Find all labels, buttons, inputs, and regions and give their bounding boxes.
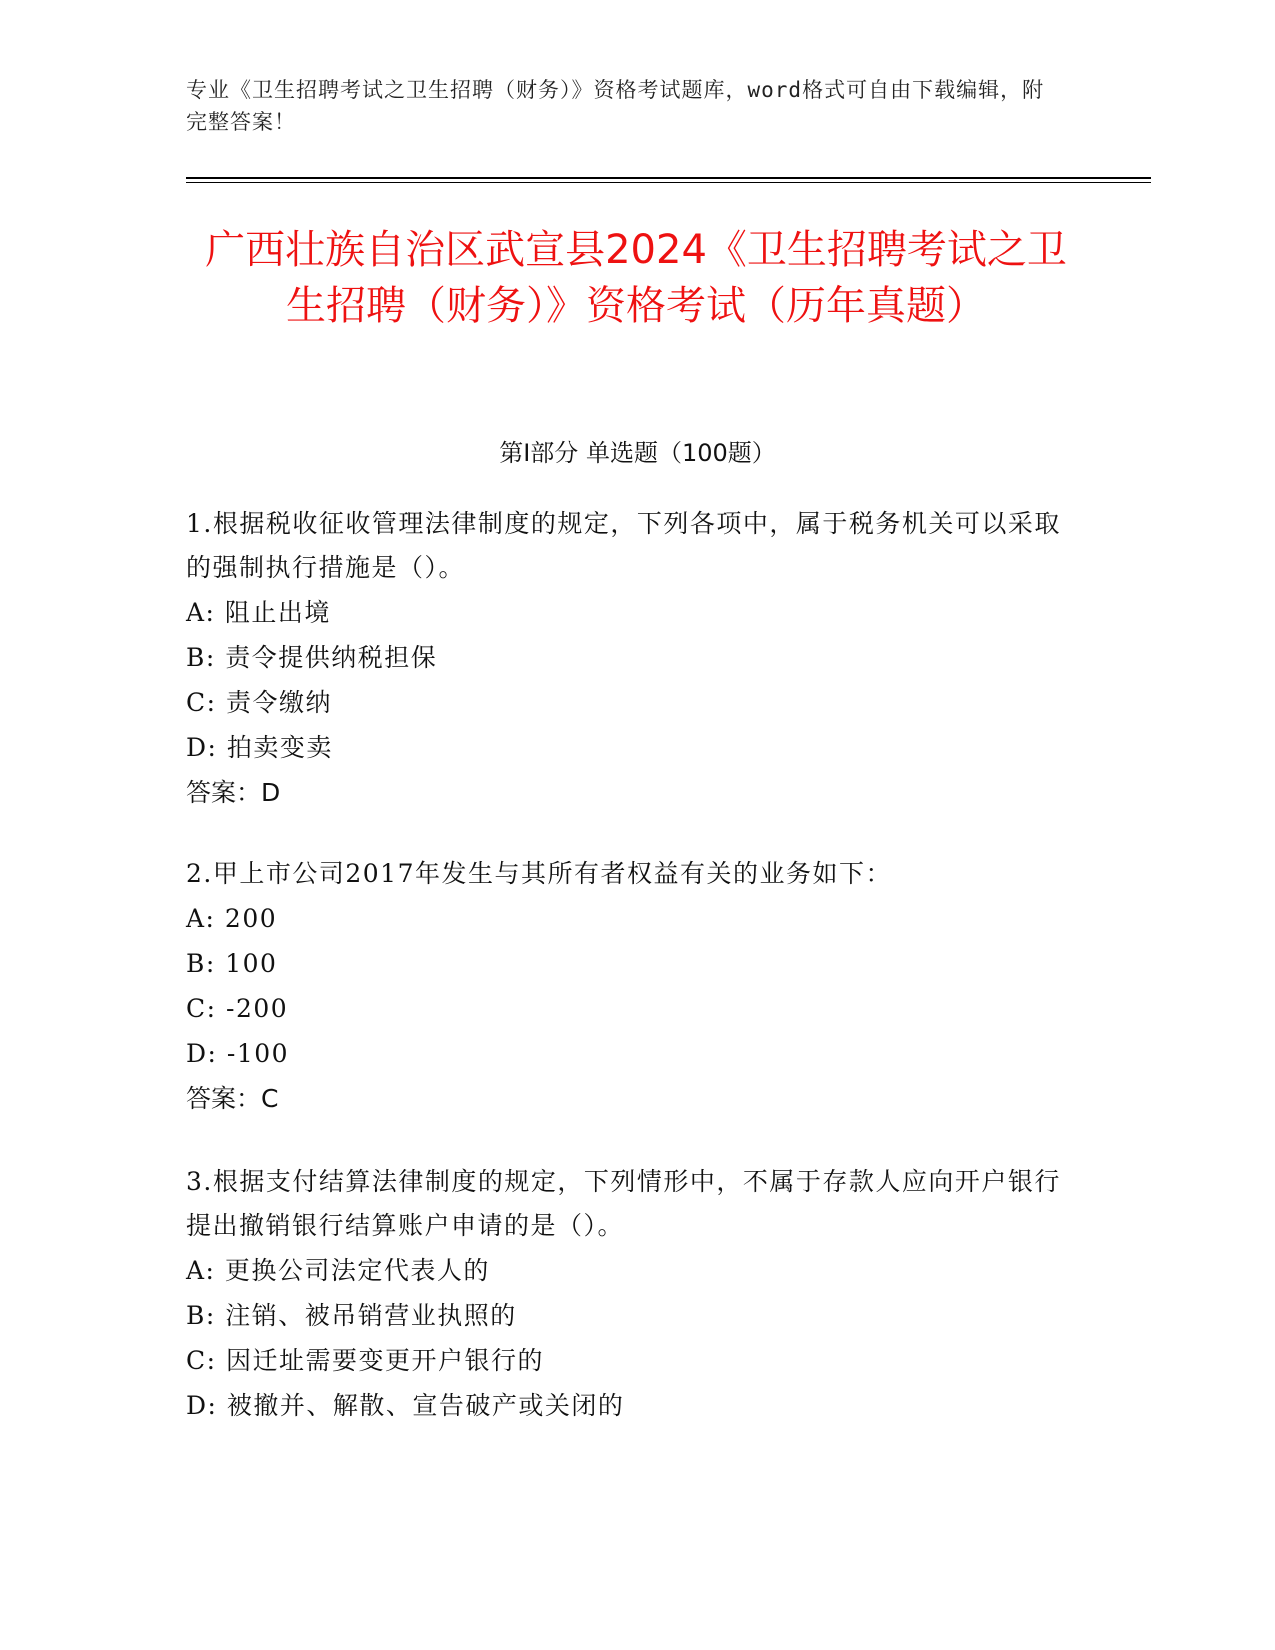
option-d: D: -100 [186, 1039, 290, 1068]
question-2 [186, 852, 1066, 1122]
question-3 [186, 1160, 1066, 1428]
option-c: C: -200 [186, 994, 289, 1023]
option-a: A: 更换公司法定代表人的 [186, 1256, 490, 1285]
header-note: 专业《卫生招聘考试之卫生招聘（财务）》资格考试题库，word格式可自由下载编辑，附完整答案！ [186, 78, 1045, 134]
question-stem: 2.甲上市公司2017年发生与其所有者权益有关的业务如下： [186, 859, 892, 888]
section-heading: 第Ⅰ部分 单选题（100题） [499, 439, 776, 467]
header-divider-thick [186, 177, 1151, 179]
option-c: C: 责令缴纳 [186, 688, 332, 717]
question-stem: 3.根据支付结算法律制度的规定，下列情形中，不属于存款人应向开户银行提出撤销银行结算账户申请的是（）。 [186, 1167, 1061, 1240]
option-a: A: 阻止出境 [186, 598, 331, 627]
answer-label: 答案：D [186, 778, 281, 807]
option-b: B: 注销、被吊销营业执照的 [186, 1301, 517, 1330]
option-b: B: 责令提供纳税担保 [186, 643, 438, 672]
option-b: B: 100 [186, 949, 278, 978]
document-title: 广西壮族自治区武宣县2024《卫生招聘考试之卫生招聘（财务）》资格考试（历年真题） [205, 227, 1067, 329]
answer-label: 答案：C [186, 1084, 279, 1113]
question-stem: 1.根据税收征收管理法律制度的规定，下列各项中，属于税务机关可以采取的强制执行措施是（）。 [186, 509, 1061, 582]
option-a: A: 200 [186, 904, 278, 933]
header-divider-thin [186, 182, 1151, 183]
option-c: C: 因迁址需要变更开户银行的 [186, 1346, 544, 1375]
question-1 [186, 502, 1066, 816]
option-d: D: 被撤并、解散、宣告破产或关闭的 [186, 1391, 625, 1420]
option-d: D: 拍卖变卖 [186, 733, 333, 762]
